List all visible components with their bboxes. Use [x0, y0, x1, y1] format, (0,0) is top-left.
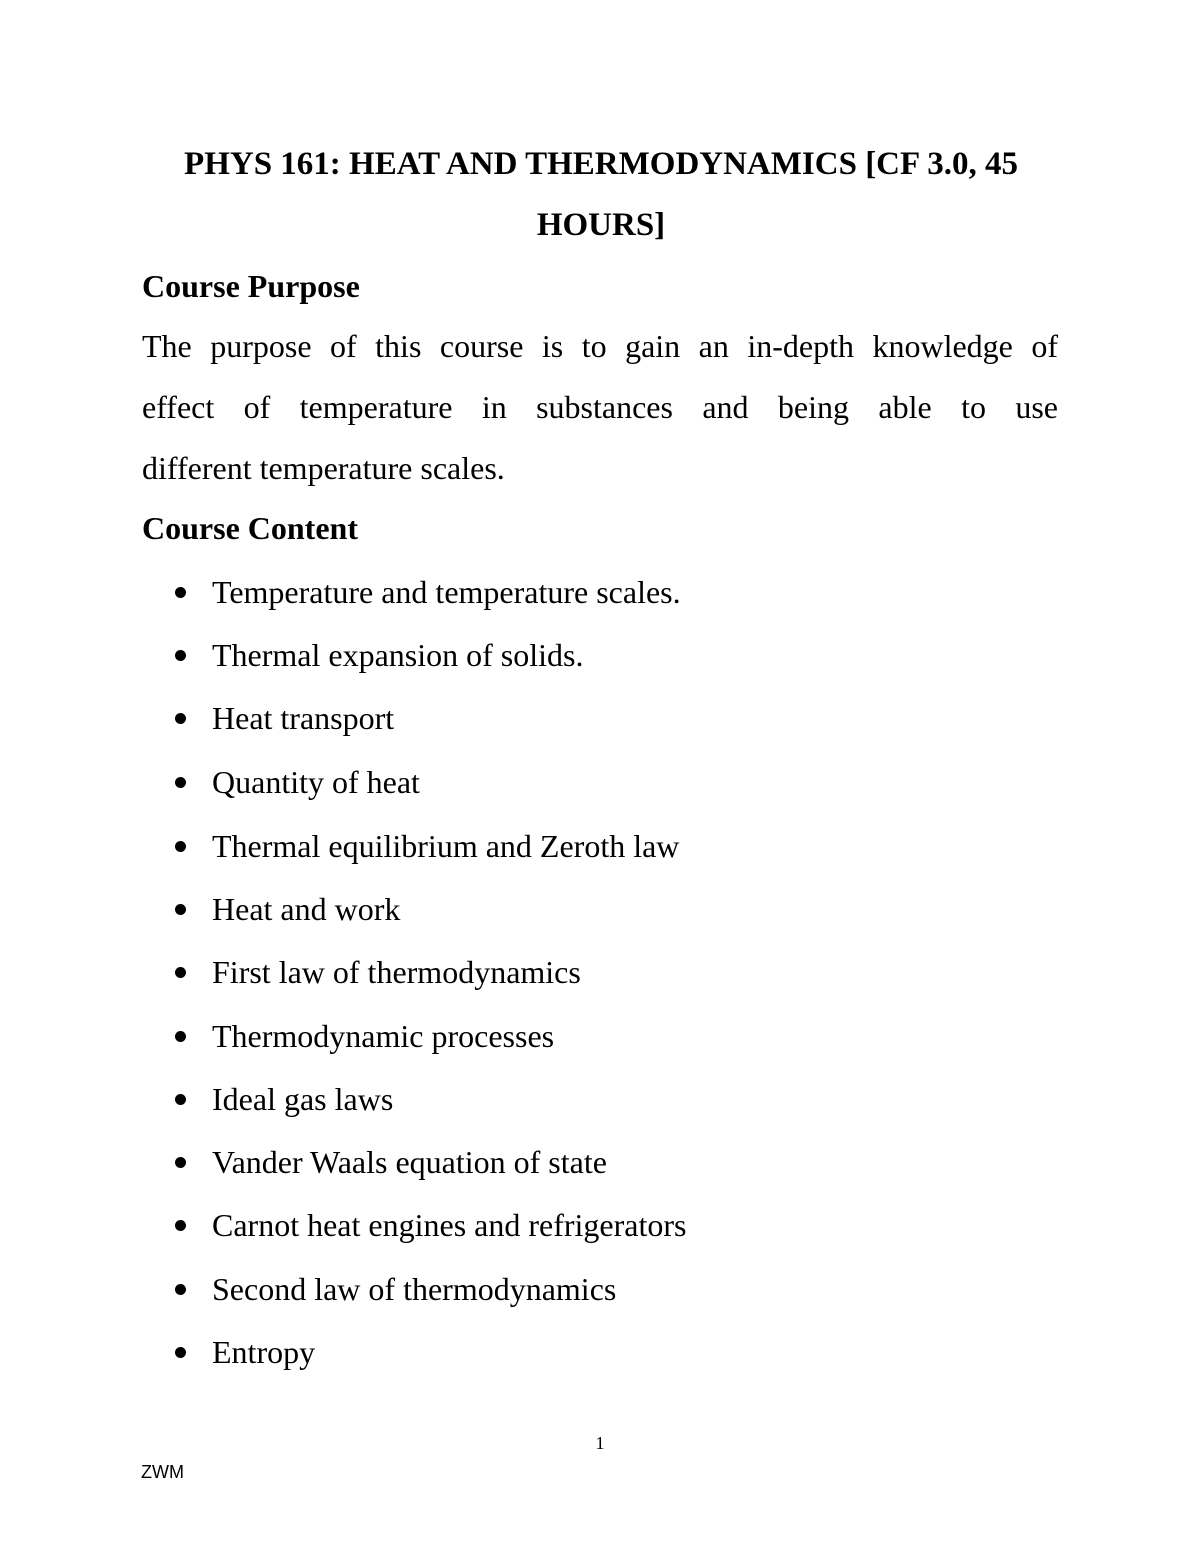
- list-item-text: Ideal gas laws: [212, 1081, 394, 1117]
- bullet-icon: [175, 841, 186, 852]
- bullet-icon: [175, 1094, 186, 1105]
- footer-mark: ZWM: [141, 1462, 184, 1482]
- bullet-icon: [175, 1347, 186, 1358]
- list-item-text: Thermal expansion of solids.: [212, 637, 584, 673]
- bullet-icon: [175, 1284, 186, 1295]
- list-item-text: Carnot heat engines and refrigerators: [212, 1207, 687, 1243]
- document-title-line-2: HOURS]: [536, 207, 666, 243]
- list-item-text: Heat transport: [212, 700, 395, 736]
- course-purpose-heading: Course Purpose: [142, 268, 360, 304]
- bullet-icon: [175, 904, 186, 915]
- list-item-text: Entropy: [212, 1334, 316, 1370]
- course-purpose-text-line-1: The purpose of this course is to gain an in-depth knowledge of: [142, 328, 1058, 364]
- list-item-text: Vander Waals equation of state: [212, 1144, 607, 1180]
- page-number: 1: [595, 1433, 605, 1453]
- bullet-icon: [175, 1220, 186, 1231]
- bullet-icon: [175, 1157, 186, 1168]
- document-title-line-1: PHYS 161: HEAT AND THERMODYNAMICS [CF 3.0, 45: [184, 146, 1018, 182]
- list-item-text: Heat and work: [212, 891, 401, 927]
- list-item-text: Thermodynamic processes: [212, 1018, 555, 1054]
- bullet-icon: [175, 777, 186, 788]
- list-item-text: Temperature and temperature scales.: [212, 574, 681, 610]
- list-item-text: Second law of thermodynamics: [212, 1271, 617, 1307]
- bullet-icon: [175, 967, 186, 978]
- bullet-icon: [175, 587, 186, 598]
- bullet-icon: [175, 650, 186, 661]
- list-item-text: First law of thermodynamics: [212, 954, 581, 990]
- course-purpose-text-line-3: different temperature scales.: [142, 450, 505, 486]
- list-item-text: Quantity of heat: [212, 764, 420, 800]
- bullet-icon: [175, 713, 186, 724]
- list-item-text: Thermal equilibrium and Zeroth law: [212, 828, 680, 864]
- course-purpose-text-line-2: effect of temperature in substances and being able to use: [142, 389, 1058, 425]
- bullet-icon: [175, 1031, 186, 1042]
- course-content-heading: Course Content: [142, 510, 358, 546]
